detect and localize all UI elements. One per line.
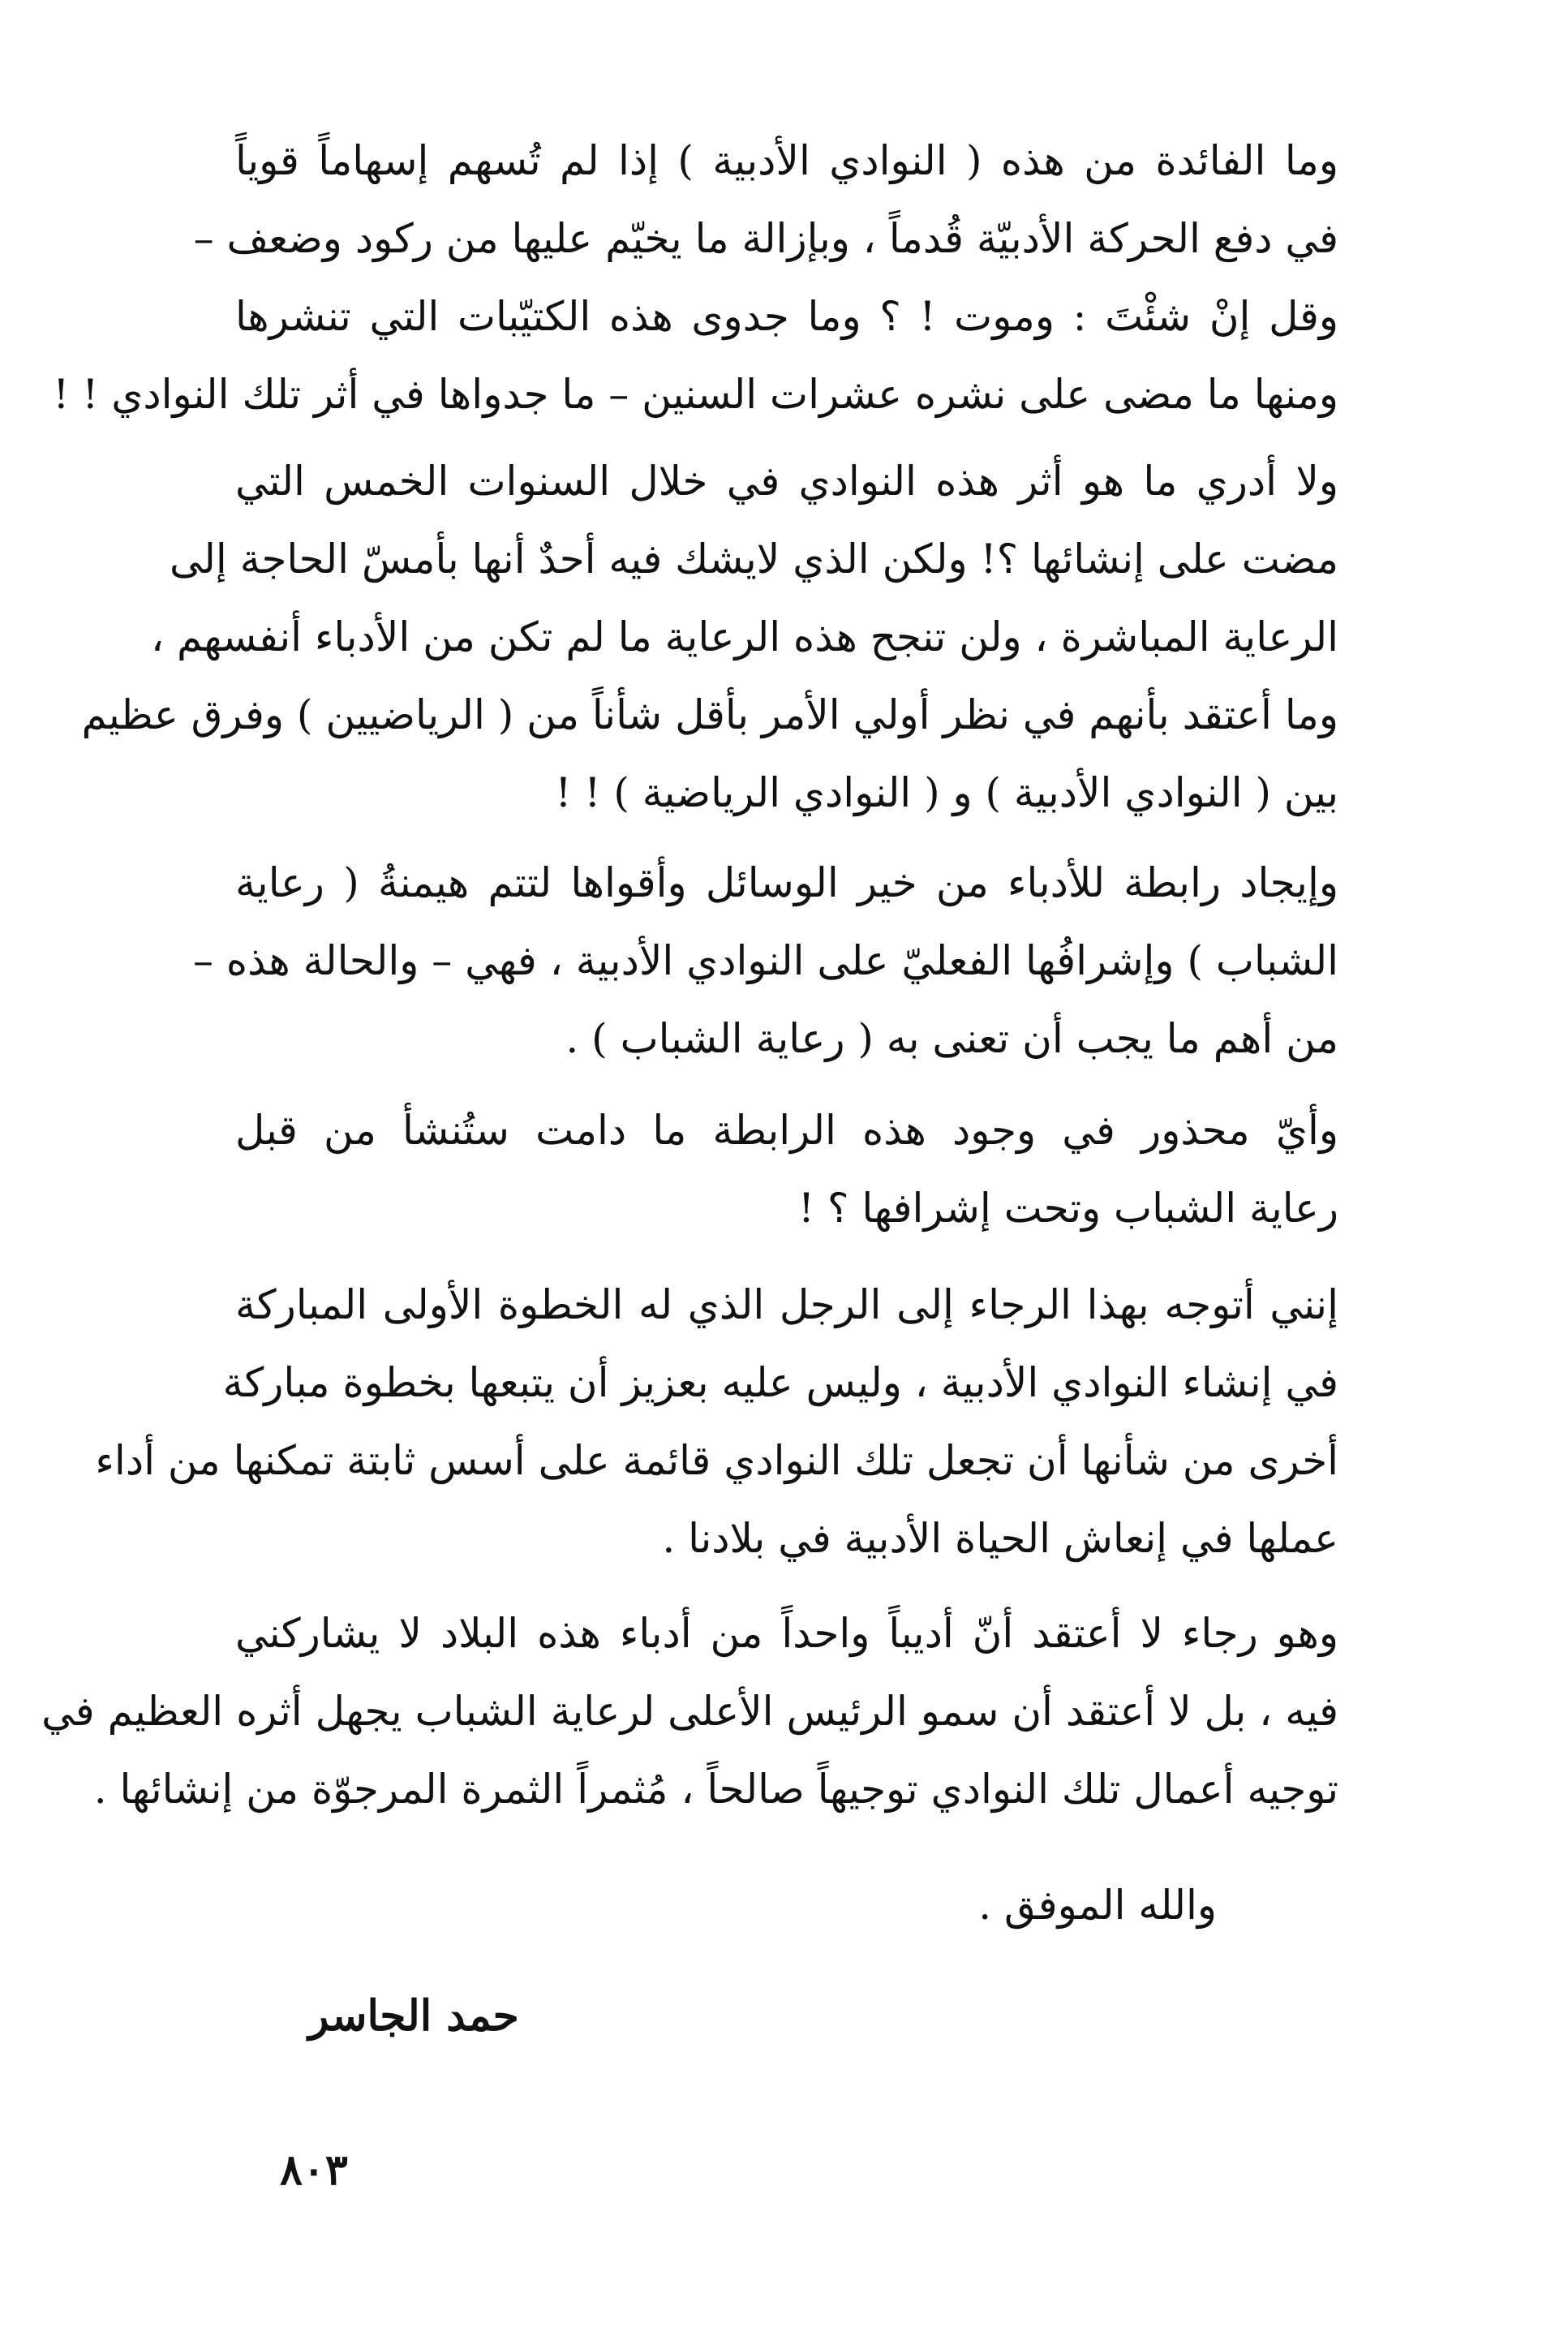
text-line: وإيجاد رابطة للأدباء من خير الوسائل وأقواها لتتم هيمنةُ ( رعاية <box>235 859 1338 906</box>
text-line: الشباب ) وإشرافُها الفعليّ على النوادي الأدبية ، فهي – والحالة هذه – <box>193 937 1338 984</box>
text-line: ولا أدري ما هو أثر هذه النوادي في خلال السنوات الخمس التي <box>235 458 1338 505</box>
text-line: وقل إنْ شئْتَ : وموت ! ؟ وما جدوى هذه الكتيّبات التي تنشرها <box>235 293 1338 340</box>
paragraph-3 <box>193 844 1338 1078</box>
paragraph-5 <box>95 1266 1338 1577</box>
text-line: وهو رجاء لا أعتقد أنّ أديباً واحداً من أدباء هذه البلاد لا يشاركني <box>235 1610 1338 1657</box>
text-line: بين ( النوادي الأدبية ) و ( النوادي الرياضية ) ! ! <box>555 769 1338 816</box>
text-line: في إنشاء النوادي الأدبية ، وليس عليه بعزيز أن يتبعها بخطوة مباركة <box>222 1359 1338 1406</box>
text-line: أخرى من شأنها أن تجعل تلك النوادي قائمة على أسس ثابتة تمكنها من أداء <box>95 1437 1338 1484</box>
paragraph-4 <box>235 1091 1338 1247</box>
paragraph-1 <box>53 122 1338 433</box>
paragraph-2 <box>81 442 1338 832</box>
text-line: من أهم ما يجب أن تعنى به ( رعاية الشباب ) . <box>565 1015 1338 1062</box>
text-line: توجيه أعمال تلك النوادي توجيهاً صالحاً ، مُثمراً الثمرة المرجوّة من إنشائها . <box>93 1766 1338 1813</box>
text-line: مضت على إنشائها ؟! ولكن الذي لايشك فيه أحدٌ أنها بأمسّ الحاجة إلى <box>170 536 1338 583</box>
text-line: عملها في إنعاش الحياة الأدبية في بلادنا . <box>662 1515 1338 1562</box>
text-line: وأيّ محذور في وجود هذه الرابطة ما دامت ستُنشأ من قبل <box>235 1107 1338 1154</box>
page-number: ٨٠٣ <box>280 2145 348 2195</box>
closing-phrase: والله الموفق . <box>978 1882 1217 1929</box>
text-line: الرعاية المباشرة ، ولن تنجح هذه الرعاية ما لم تكن من الأدباء أنفسهم ، <box>150 613 1338 660</box>
text-line: رعاية الشباب وتحت إشرافها ؟ ! <box>797 1185 1338 1232</box>
paragraph-6 <box>41 1594 1338 1828</box>
text-line: في دفع الحركة الأدبيّة قُدماً ، وبإزالة ما يخيّم عليها من ركود وضعف – <box>193 215 1338 262</box>
text-line: وما أعتقد بأنهم في نظر أولي الأمر بأقل شأناً من ( الرياضيين ) وفرق عظيم <box>81 691 1338 738</box>
text-line: فيه ، بل لا أعتقد أن سمو الرئيس الأعلى لرعاية الشباب يجهل أثره العظيم في <box>41 1688 1338 1735</box>
text-line: وما الفائدة من هذه ( النوادي الأدبية ) إذا لم تُسهم إسهاماً قوياً <box>235 137 1338 184</box>
text-line: ومنها ما مضى على نشره عشرات السنين – ما جدواها في أثر تلك النوادي ! ! <box>53 371 1338 418</box>
author-signature: حمد الجاسر <box>308 1991 519 2041</box>
text-line: إنني أتوجه بهذا الرجاء إلى الرجل الذي له الخطوة الأولى المباركة <box>235 1281 1338 1328</box>
